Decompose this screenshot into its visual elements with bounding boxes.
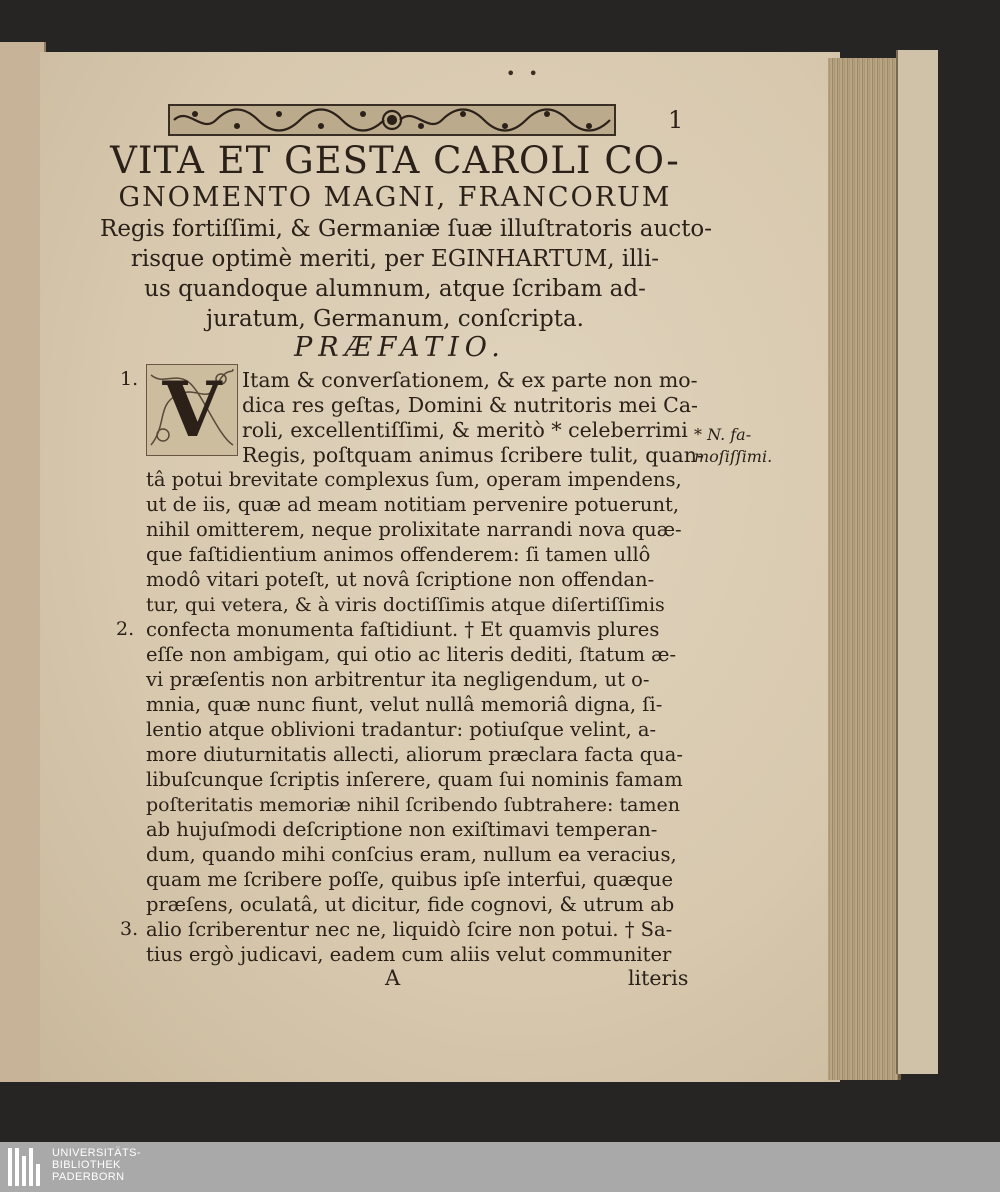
body-line: roli, excellentiſſimi, & meritò * celeberrimi: [242, 418, 688, 442]
marginal-note-line: moſiſſimi.: [694, 447, 773, 466]
body-line: tâ potui brevitate complexus ſum, operam impendens,: [146, 468, 682, 491]
body-line: que faſtidientium animos offenderem: ſi tamen ullô: [146, 543, 651, 566]
headpiece-ornament: [168, 104, 616, 136]
signature-mark: A: [385, 966, 401, 990]
body-line: tius ergò judicavi, eadem cum aliis velut communiter: [146, 943, 672, 966]
logo-text-line: BIBLIOTHEK: [52, 1159, 121, 1171]
body-line: vi præſentis non arbitrentur ita negligendum, ut o-: [146, 668, 650, 691]
library-logo-text: [52, 1147, 141, 1183]
marginal-note: [694, 424, 772, 468]
body-line: modô vitari poteſt, ut novâ ſcriptione non offendan-: [146, 568, 655, 591]
title-line-3: Regis fortiſſimi, & Germaniæ ſuæ illuſtratoris aucto-: [100, 216, 713, 242]
page-edges: [828, 58, 901, 1080]
page-number: 1: [668, 106, 684, 134]
body-line: libuſcunque ſcriptis inſerere, quam ſui nominis famam: [146, 768, 683, 791]
body-line: poſteritatis memoriæ nihil ſcribendo ſubtrahere: tamen: [146, 794, 680, 816]
catchword: literis: [628, 966, 689, 990]
margin-number-3: 3.: [120, 918, 139, 940]
library-footer: [0, 1142, 1000, 1192]
title-line-6: juratum, Germanum, conſcripta.: [206, 306, 584, 332]
folio-dots: • •: [506, 64, 542, 83]
body-line: dum, quando mihi conſcius eram, nullum ea veracius,: [146, 843, 677, 866]
body-line: alio ſcriberentur nec ne, liquidò ſcire non potui. † Sa-: [146, 918, 673, 941]
margin-number-1: 1.: [120, 368, 139, 390]
logo-text-line: PADERBORN: [52, 1171, 125, 1183]
body-line: Regis, poſtquam animus ſcribere tulit, quan-: [242, 443, 704, 467]
title-line-5: us quandoque alumnum, atque ſcribam ad-: [144, 276, 646, 302]
library-logo-icon: [8, 1148, 44, 1186]
logo-text-line: UNIVERSITÄTS-: [52, 1147, 141, 1159]
book-cover-edge: [896, 50, 938, 1074]
body-line: præſens, oculatâ, ut dicitur, fide cognovi, & utrum ab: [146, 893, 675, 916]
marginal-note-line: * N. fa-: [694, 425, 752, 444]
body-line: mnia, quæ nunc fiunt, velut nullâ memoriâ digna, ſi-: [146, 693, 663, 716]
initial-letter: V: [162, 365, 222, 454]
body-line: dica res geſtas, Domini & nutritoris mei Ca-: [242, 393, 698, 417]
body-line: tur, qui vetera, & à viris doctiſſimis atque diſertiſſimis: [146, 594, 665, 616]
title-line-4: risque optimè meriti, per EGINHARTUM, illi-: [130, 246, 660, 272]
body-line: ab hujuſmodi deſcriptione non exiſtimavi temperan-: [146, 818, 658, 841]
body-line: ut de iis, quæ ad meam notitiam pervenire potuerunt,: [146, 493, 680, 516]
section-title: PRÆFATIO.: [294, 332, 506, 363]
body-line: more diuturnitatis allecti, aliorum præclara facta qua-: [146, 743, 684, 766]
title-line-1: VITA ET GESTA CAROLI CO-: [110, 139, 680, 182]
body-line: quam me ſcribere poſſe, quibus ipſe interfui, quæque: [146, 868, 674, 891]
body-line: confecta monumenta faſtidiunt. † Et quamvis plures: [146, 618, 660, 641]
decorated-initial: [146, 364, 238, 456]
title-line-2: GNOMENTO MAGNI, FRANCORUM: [118, 182, 672, 213]
body-line: lentio atque oblivioni tradantur: potiuſque velint, a-: [146, 718, 657, 741]
title-block: [100, 139, 713, 334]
body-line: nihil omitterem, neque prolixitate narrandi nova quæ-: [146, 518, 682, 541]
body-line: Itam & converſationem, & ex parte non mo-: [242, 368, 698, 392]
body-line: eſſe non ambigam, qui otio ac literis dediti, ſtatum æ-: [146, 643, 677, 666]
margin-number-2: 2.: [116, 618, 135, 640]
